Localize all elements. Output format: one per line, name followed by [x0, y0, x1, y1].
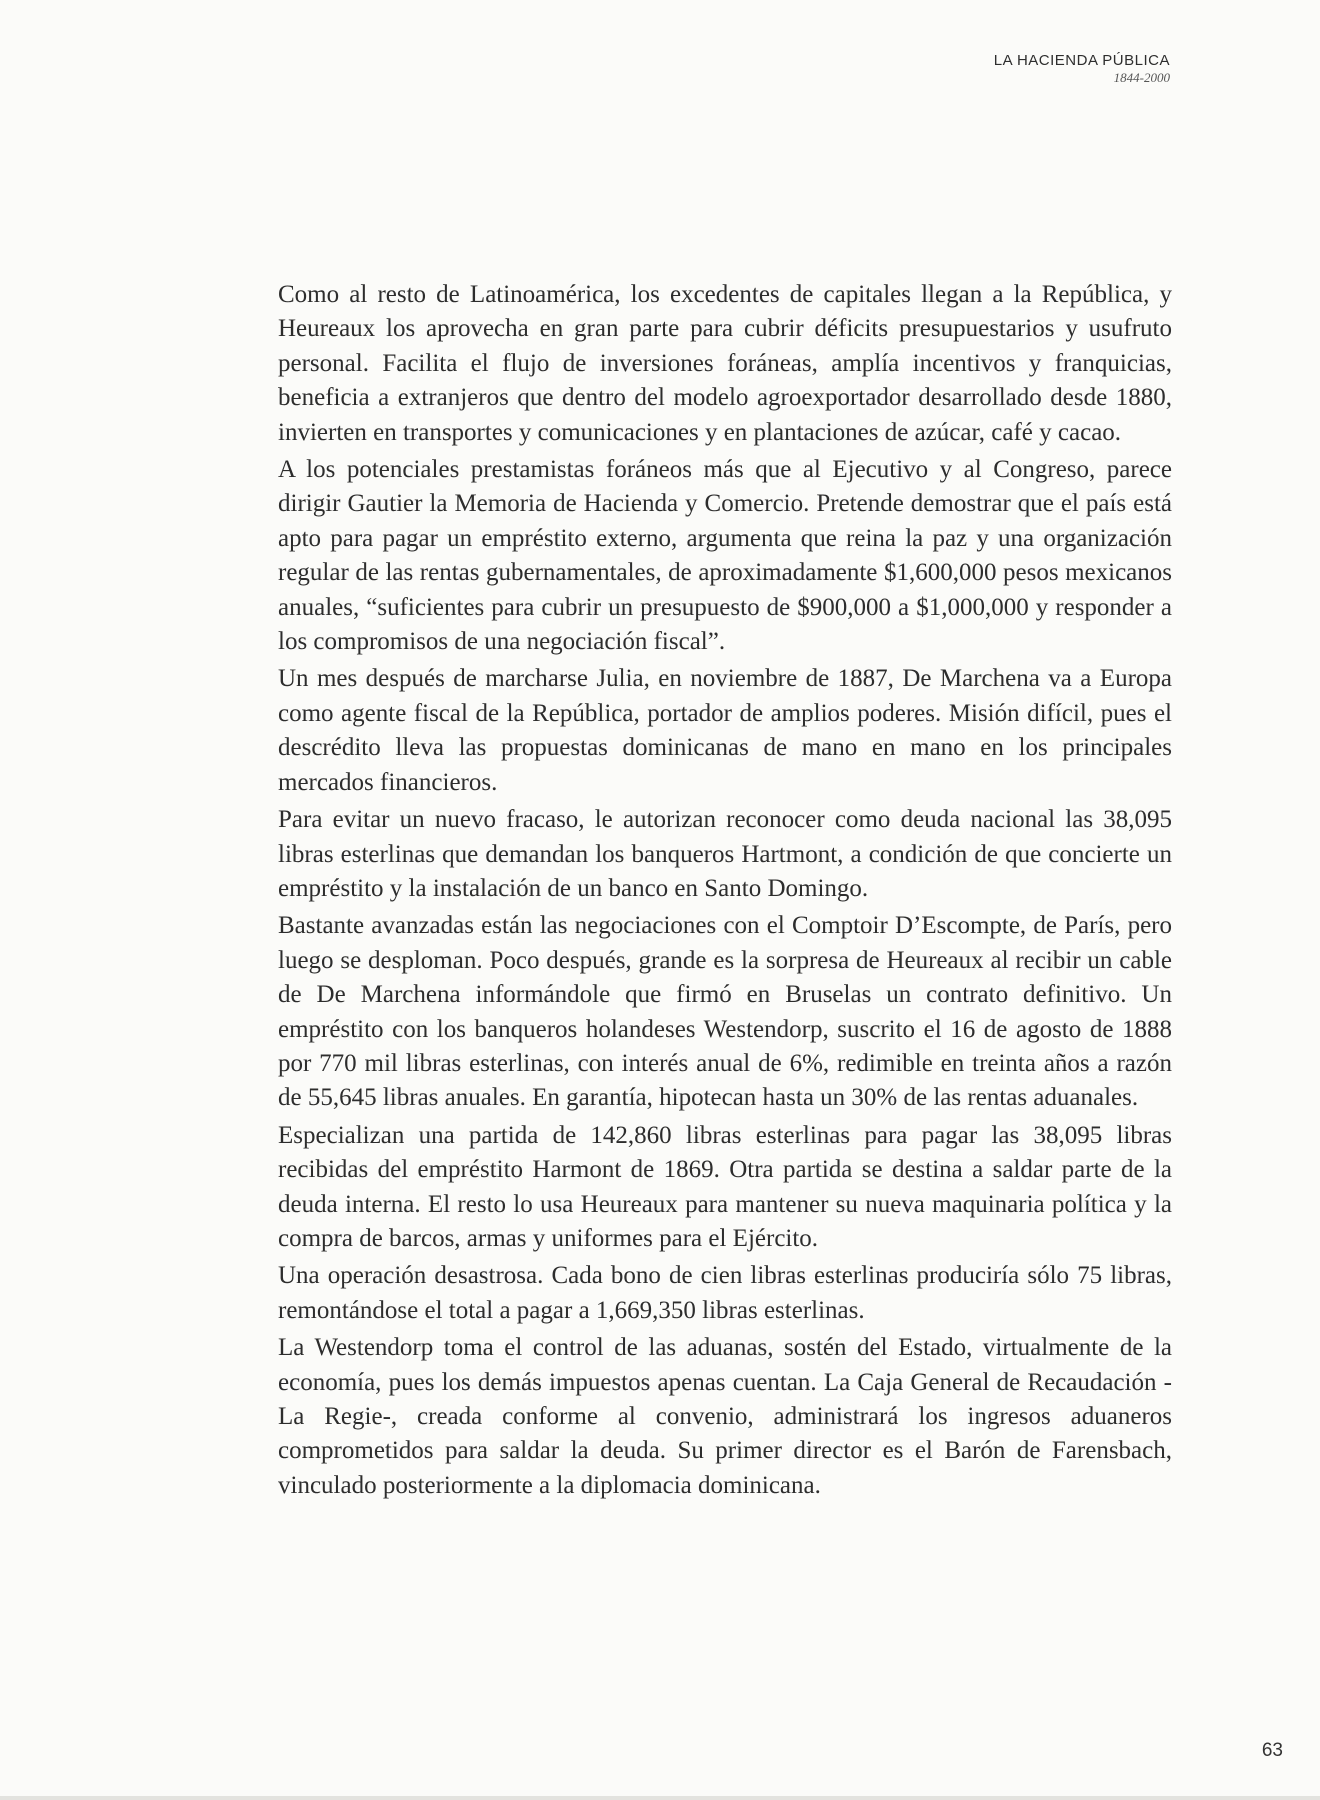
book-title: LA HACIENDA PÚBLICA [993, 52, 1170, 69]
paragraph-5: Bastante avanzadas están las negociaciones con el Comptoir D’Escompte, de París, pero luego se desploman. Poco después, grande es la sorpresa de Heureaux al recibir un cable de De Marchena informándole que firmó en Bruselas un contrato definitivo. Un empréstito con los banqueros holandeses Westendorp, suscrito el 16 de agosto de 1888 por 770 mil libras esterlinas, con interés anual de 6%, redimible en treinta años a razón de 55,645 libras anuales. En garantía, hipotecan hasta un 30% de las rentas aduanales. [278, 912, 1172, 1112]
book-years: 1844-2000 [1113, 70, 1170, 85]
paragraph-6: Especializan una partida de 142,860 libras esterlinas para pagar las 38,095 libras recibidas del empréstito Harmont de 1869. Otra partida se destina a saldar parte de la deuda interna. El resto lo usa Heureaux para mantener su nueva maquinaria política y la compra de barcos, armas y uniformes para el Ejército. [278, 1121, 1172, 1252]
running-header [994, 52, 1170, 86]
page-number: 63 [1261, 1740, 1283, 1761]
page-edge [0, 1796, 1320, 1800]
paragraph-8: La Westendorp toma el control de las aduanas, sostén del Estado, virtualmente de la economía, pues los demás impuestos apenas cuentan. La Caja General de Recaudación -La Regie-, creada conforme al convenio, administrará los ingresos aduaneros comprometidos para saldar la deuda. Su primer director es el Barón de Farensbach, vinculado posteriormente a la diplomacia dominicana. [278, 1334, 1172, 1499]
paragraph-7: Una operación desastrosa. Cada bono de cien libras esterlinas produciría sólo 75 libras, remontándose el total a pagar a 1,669,350 libras esterlinas. [278, 1262, 1172, 1324]
paragraph-2: A los potenciales prestamistas foráneos más que al Ejecutivo y al Congreso, parece dirigir Gautier la Memoria de Hacienda y Comercio. Pretende demostrar que el país está apto para pagar un empréstito externo, argumenta que reina la paz y una organización regular de las rentas gubernamentales, de aproximadamente $1,600,000 pesos mexicanos anuales, “suficientes para cubrir un presupuesto de $900,000 a $1,000,000 y responder a los compromisos de una negociación fiscal”. [278, 456, 1172, 656]
body-text [278, 278, 1172, 1506]
paragraph-1: Como al resto de Latinoamérica, los excedentes de capitales llegan a la República, y Heureaux los aprovecha en gran parte para cubrir déficits presupuestarios y usufruto personal. Facilita el flujo de inversiones foráneas, amplía incentivos y franquicias, beneficia a extranjeros que dentro del modelo agroexportador desarrollado desde 1880, invierten en transportes y comunicaciones y en plantaciones de azúcar, café y cacao. [278, 281, 1172, 446]
paragraph-4: Para evitar un nuevo fracaso, le autorizan reconocer como deuda nacional las 38,095 libras esterlinas que demandan los banqueros Hartmont, a condición de que concierte un empréstito y la instalación de un banco en Santo Domingo. [278, 806, 1172, 902]
paragraph-3: Un mes después de marcharse Julia, en noviembre de 1887, De Marchena va a Europa como agente fiscal de la República, portador de amplios poderes. Misión difícil, pues el descrédito lleva las propuestas dominicanas de mano en mano en los principales mercados financieros. [278, 665, 1172, 796]
